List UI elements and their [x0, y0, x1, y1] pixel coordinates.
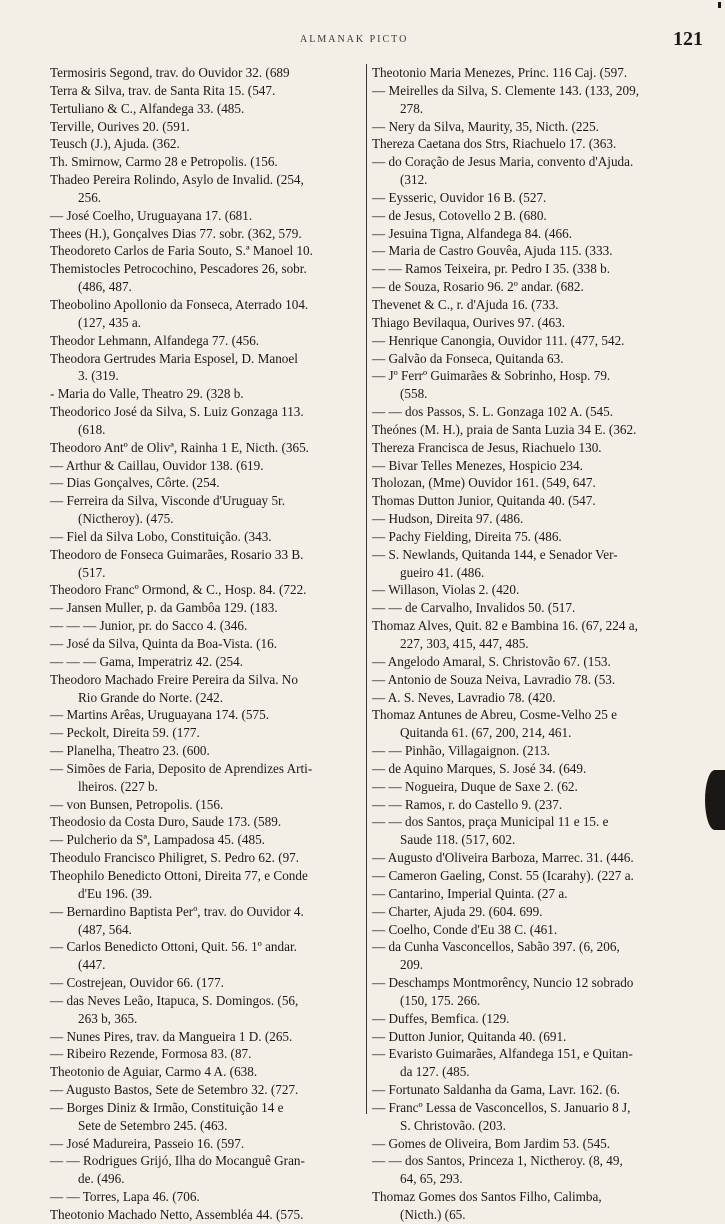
directory-entry: Theobolino Apollonio da Fonseca, Aterrado 104. [50, 296, 309, 312]
directory-entry: (447. [78, 957, 106, 973]
directory-entry: — — Torres, Lapa 46. (706. [50, 1189, 200, 1205]
directory-entry: — — Rodrigues Grijó, Ilha do Mocanguê Gran- [50, 1153, 305, 1169]
directory-entry: Thomas Dutton Junior, Quitanda 40. (547. [372, 493, 596, 509]
directory-entry: Thiago Bevilaqua, Ourives 97. (463. [372, 314, 566, 330]
left-column [50, 64, 378, 1222]
directory-entry: (150, 175. 266. [400, 992, 481, 1008]
directory-entry: Theotonio Maria Menezes, Princ. 116 Caj. (597. [372, 65, 628, 80]
directory-entry: — Coelho, Conde d'Eu 38 C. (461. [372, 921, 558, 937]
directory-entry: Theodoro de Fonseca Guimarães, Rosario 33 B. [50, 546, 304, 562]
directory-entry: (127, 435 a. [78, 314, 141, 330]
column-divider [366, 64, 367, 1114]
directory-entry: — de Souza, Rosario 96. 2º andar. (682. [372, 279, 584, 295]
directory-entry: — — — Gama, Imperatriz 42. (254. [50, 653, 243, 669]
directory-entry: Themistocles Petrocochino, Pescadores 26, sobr. [50, 261, 307, 277]
directory-entry: Sete de Setembro 245. (463. [78, 1117, 228, 1133]
directory-entry: — Deschamps Montmorêncy, Nuncio 12 sobrado [372, 975, 634, 991]
directory-entry: S. Christovão. (203. [400, 1117, 506, 1133]
directory-entry: — Pulcherio da Sª, Lampadosa 45. (485. [50, 832, 265, 848]
directory-entry: — — Nogueira, Duque de Saxe 2. (62. [372, 778, 578, 794]
directory-entry: Theotonio Machado Netto, Assembléa 44. (575. [50, 1207, 304, 1222]
directory-entry: d'Eu 196. (39. [78, 885, 153, 901]
directory-entry: — do Coração de Jesus Maria, convento d'Ajuda. [372, 154, 634, 170]
directory-entry: (618. [78, 421, 106, 437]
directory-entry: — Henrique Canongia, Ouvidor 111. (477, 542. [372, 332, 625, 348]
directory-entry: Thomaz Antunes de Abreu, Cosme-Velho 25 e [372, 707, 618, 723]
ink-mark [718, 2, 721, 8]
directory-entry: da 127. (485. [400, 1064, 470, 1080]
directory-entry: — Simões de Faria, Deposito de Aprendizes Arti- [50, 760, 313, 776]
directory-entry: — Ribeiro Rezende, Formosa 83. (87. [50, 1046, 252, 1062]
directory-entry: — — Ramos Teixeira, pr. Pedro I 35. (338 b. [372, 261, 611, 277]
directory-entry: Thereza Francisca de Jesus, Riachuelo 130. [372, 439, 602, 455]
directory-entry: 3. (319. [78, 368, 119, 384]
right-column [372, 64, 708, 1222]
directory-entry: — — dos Passos, S. L. Gonzaga 102 A. (545. [372, 404, 614, 420]
directory-entry: — — Pinhão, Villagaignon. (213. [372, 743, 551, 759]
directory-entry: — José da Silva, Quinta da Boa-Vista. (16. [50, 636, 278, 651]
directory-entry: — Ferreira da Silva, Visconde d'Uruguay 5r. [50, 493, 285, 509]
directory-entry: — Augusto d'Oliveira Barboza, Marrec. 31. (446. [372, 850, 634, 866]
directory-entry: — Maria de Castro Gouvêa, Ajuda 115. (333. [372, 243, 613, 259]
directory-entry: 209. [400, 957, 424, 973]
directory-entry: (486, 487. [78, 279, 132, 295]
directory-entry: — Planelha, Theatro 23. (600. [50, 743, 210, 759]
directory-entry: Theophilo Benedicto Ottoni, Direita 77, e Conde [50, 867, 308, 883]
directory-entry: Terra & Silva, trav. de Santa Rita 15. (547. [50, 82, 276, 98]
directory-entry: — S. Newlands, Quitanda 144, e Senador Ver- [372, 546, 618, 562]
directory-entry: — José Coelho, Uruguayana 17. (681. [50, 207, 253, 223]
directory-entry: Quitanda 61. (67, 200, 214, 461. [400, 725, 572, 741]
directory-entry: (312. [400, 172, 428, 188]
directory-entry: gueiro 41. (486. [400, 564, 485, 580]
directory-entry: — Dias Gonçalves, Côrte. (254. [50, 475, 220, 491]
directory-entry: — — dos Santos, praça Municipal 11 e 15. e [372, 814, 609, 830]
directory-entry: — Willason, Violas 2. (420. [372, 582, 520, 598]
directory-entry: Thadeo Pereira Rolindo, Asylo de Invalid. (254, [50, 172, 304, 188]
directory-entry: — Francº Lessa de Vasconcellos, S. Januario 8 J, [372, 1099, 631, 1115]
directory-entry: Theónes (M. H.), praia de Santa Luzia 34 E. (362. [372, 421, 637, 437]
directory-entry: Rio Grande do Norte. (242. [78, 689, 224, 705]
directory-entry: — Jansen Muller, p. da Gambôa 129. (183. [50, 600, 278, 616]
directory-entry: — — Ramos, r. do Castello 9. (237. [372, 796, 563, 812]
directory-entry: — — dos Santos, Princeza 1, Nictheroy. (8, 49, [372, 1153, 623, 1169]
directory-entry: — Fiel da Silva Lobo, Constituição. (343. [50, 528, 272, 544]
directory-entry: (Nictheroy). (475. [78, 511, 174, 527]
directory-entry: — Duffes, Bemfica. (129. [372, 1010, 510, 1026]
directory-entry: — Borges Diniz & Irmão, Constituição 14 e [50, 1099, 284, 1115]
directory-entry: (487, 564. [78, 921, 132, 937]
ink-blot [705, 770, 725, 830]
directory-entry: Teusch (J.), Ajuda. (362. [50, 136, 180, 152]
directory-entry: Tholozan, (Mme) Ouvidor 161. (549, 647. [372, 475, 596, 491]
directory-entry: — Galvão da Fonseca, Quitanda 63. [372, 350, 564, 366]
directory-entry: Theodoro Francº Ormond, & C., Hosp. 84. (722. [50, 582, 307, 598]
directory-entry: — Peckolt, Direita 59. (177. [50, 725, 200, 741]
directory-entry: 256. [78, 189, 102, 205]
directory-entry: Theodulo Francisco Philigret, S. Pedro 62. (97. [50, 850, 300, 866]
directory-entry: Thevenet & C., r. d'Ajuda 16. (733. [372, 296, 559, 312]
directory-entry: — das Neves Leão, Itapuca, S. Domingos. (56, [50, 992, 299, 1008]
directory-entry: 263 b, 365. [78, 1010, 138, 1026]
directory-entry: — — — Junior, pr. do Sacco 4. (346. [50, 618, 248, 634]
directory-entry: — Hudson, Direita 97. (486. [372, 511, 524, 527]
directory-entry: — Martins Arêas, Uruguayana 174. (575. [50, 707, 270, 723]
page-number: 121 [673, 28, 703, 50]
directory-entry: Theodoro Antº de Olivª, Rainha 1 E, Nicth. (365. [50, 439, 309, 455]
directory-entry: — Charter, Ajuda 29. (604. 699. [372, 903, 543, 919]
directory-entry: (Nicth.) (65. [400, 1207, 466, 1222]
directory-entry: Theodor Lehmann, Alfandega 77. (456. [50, 332, 260, 348]
directory-entry: — Augusto Bastos, Sete de Setembro 32. (727. [50, 1082, 299, 1098]
directory-entry: — Eysseric, Ouvidor 16 B. (527. [372, 189, 547, 205]
directory-entry: — Fortunato Saldanha da Gama, Lavr. 162. (6. [372, 1082, 620, 1098]
directory-entry: Thereza Caetana dos Strs, Riachuelo 17. (363. [372, 136, 617, 152]
directory-entry: de. (496. [78, 1171, 125, 1187]
directory-entry: 278. [400, 100, 424, 116]
directory-entry: — Nery da Silva, Maurity, 35, Nicth. (225. [372, 118, 599, 134]
directory-entry: — Antonio de Souza Neiva, Lavradio 78. (53. [372, 671, 616, 687]
directory-entry: — Arthur & Caillau, Ouvidor 138. (619. [50, 457, 264, 473]
directory-entry: — Cantarino, Imperial Quinta. (27 a. [372, 885, 568, 901]
directory-entry: Theodoro Machado Freire Pereira da Silva. No [50, 671, 298, 687]
directory-entry: — Jº Ferrº Guimarães & Sobrinho, Hosp. 79. [372, 368, 611, 384]
directory-entry: Theodoreto Carlos de Faria Souto, S.ª Manoel 10. [50, 243, 313, 259]
directory-entry: Thomaz Alves, Quit. 82 e Bambina 16. (67, 224 a, [372, 618, 638, 634]
directory-entry: Thomaz Gomes dos Santos Filho, Calimba, [372, 1189, 602, 1205]
directory-entry: — von Bunsen, Petropolis. (156. [50, 796, 224, 812]
directory-entry: - Maria do Valle, Theatro 29. (328 b. [50, 386, 244, 402]
directory-entry: (517. [78, 564, 106, 580]
page-header [0, 28, 725, 58]
directory-entry: Terville, Ourives 20. (591. [50, 118, 190, 134]
directory-entry: — Carlos Benedicto Ottoni, Quit. 56. 1º andar. [50, 939, 297, 955]
directory-entry: — Bivar Telles Menezes, Hospicio 234. [372, 457, 583, 473]
directory-entry: Th. Smirnow, Carmo 28 e Petropolis. (156. [50, 154, 278, 170]
directory-entry: — Bernardino Baptista Perº, trav. do Ouvidor 4. [50, 903, 304, 919]
directory-entry: — — de Carvalho, Invalidos 50. (517. [372, 600, 576, 616]
directory-entry: (558. [400, 386, 428, 402]
directory-entry: — Meirelles da Silva, S. Clemente 143. (133, 209, [372, 82, 640, 98]
directory-entry: Theodora Gertrudes Maria Esposel, D. Manoel [50, 350, 298, 366]
directory-entry: — Gomes de Oliveira, Bom Jardim 53. (545. [372, 1135, 611, 1151]
directory-entry: Theodosio da Costa Duro, Saude 173. (589. [50, 814, 282, 830]
directory-entry: lheiros. (227 b. [78, 778, 158, 794]
directory-entry: 64, 65, 293. [400, 1171, 463, 1187]
directory-entry: — Cameron Gaeling, Const. 55 (Icarahy). (227 a. [372, 867, 634, 883]
directory-entry: — Nunes Pires, trav. da Mangueira 1 D. (265. [50, 1028, 293, 1044]
directory-entry: — Jesuina Tigna, Alfandega 84. (466. [372, 225, 572, 241]
directory-entry: Saude 118. (517, 602. [400, 832, 516, 848]
directory-entry: — da Cunha Vasconcellos, Sabão 397. (6, 206, [372, 939, 620, 955]
directory-entry: 227, 303, 415, 447, 485. [400, 636, 529, 651]
directory-entry: Tertuliano & C., Alfandega 33. (485. [50, 100, 245, 116]
directory-entry: — Evaristo Guimarães, Alfandega 151, e Quitan- [372, 1046, 633, 1062]
directory-entry: — Dutton Junior, Quitanda 40. (691. [372, 1028, 567, 1044]
directory-entry: — Costrejean, Ouvidor 66. (177. [50, 975, 224, 991]
directory-entry: Termosiris Segond, trav. do Ouvidor 32. (689 [50, 65, 290, 80]
directory-entry: Theotonio de Aguiar, Carmo 4 A. (638. [50, 1064, 258, 1080]
directory-entry: Theodorico José da Silva, S. Luiz Gonzaga 113. [50, 404, 304, 420]
directory-entry: Thees (H.), Gonçalves Dias 77. sobr. (362, 579. [50, 225, 302, 241]
directory-entry: — Pachy Fielding, Direita 75. (486. [372, 528, 562, 544]
running-head: ALMANAK PICTO [300, 34, 409, 45]
directory-entry: — de Aquino Marques, S. José 34. (649. [372, 760, 587, 776]
directory-entry: — de Jesus, Cotovello 2 B. (680. [372, 207, 547, 223]
directory-entry: — Angelodo Amaral, S. Christovão 67. (153. [372, 653, 611, 669]
directory-entry: — José Madureira, Passeio 16. (597. [50, 1135, 245, 1151]
directory-entry: — A. S. Neves, Lavradio 78. (420. [372, 689, 556, 705]
